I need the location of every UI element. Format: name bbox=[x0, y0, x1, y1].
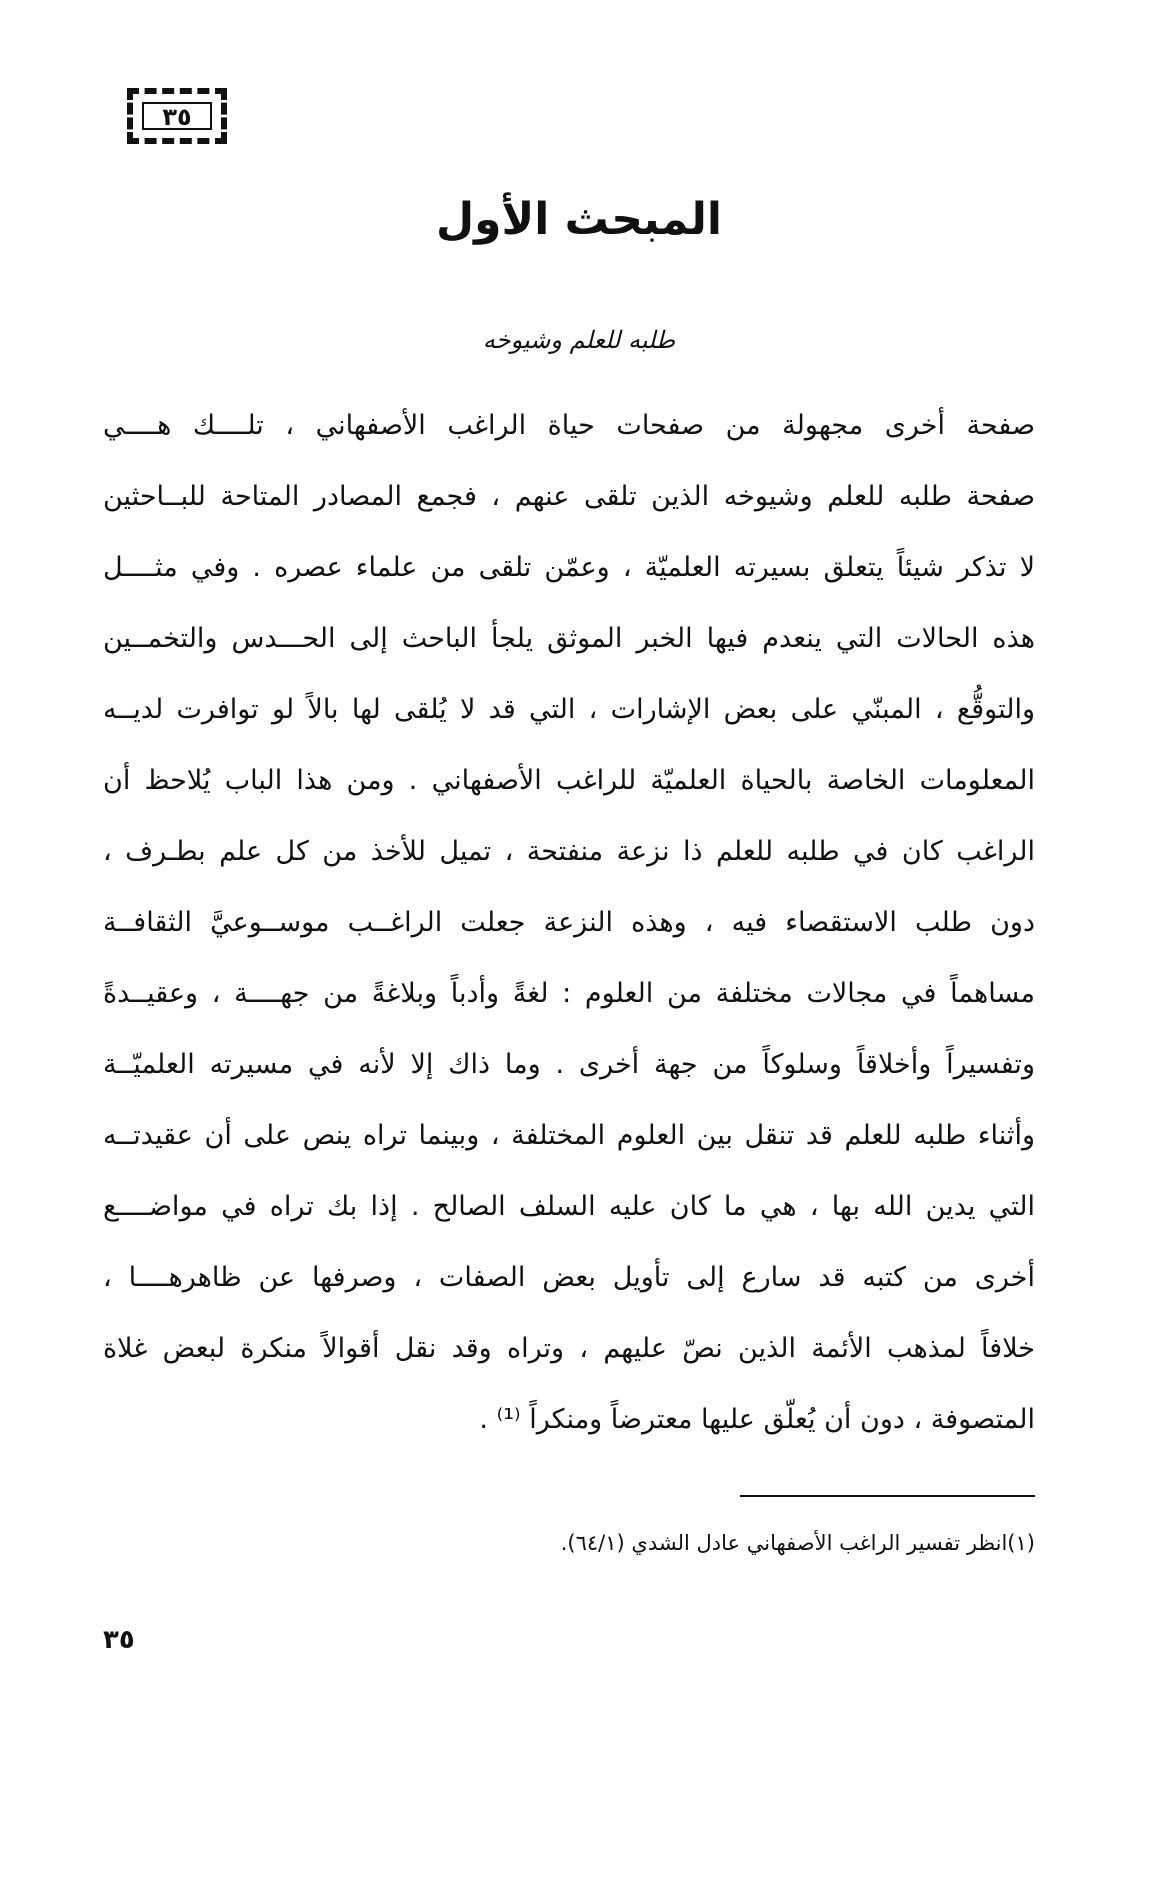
page-number-box bbox=[127, 88, 227, 144]
body-line: صفحة أخرى مجهولة من صفحات حياة الراغب الأصفهاني ، تلــــك هــــي bbox=[103, 410, 1035, 441]
body-line: دون طلب الاستقصاء فيه ، وهذه النزعة جعلت الراغــب موســوعيَّ الثقافــة bbox=[103, 907, 1035, 938]
body-line: وتفسيراً وأخلاقاً وسلوكاً من جهة أخرى . وما ذاك إلا لأنه في مسيرته العلميّــة bbox=[103, 1049, 1035, 1080]
body-line: خلافاً لمذهب الأئمة الذين نصّ عليهم ، وتراه وقد نقل أقوالاً منكرة لبعض غلاة bbox=[103, 1333, 1035, 1364]
body-line: الراغب كان في طلبه للعلم ذا نزعة منفتحة ، تميل للأخذ من كل علم بطـرف ، bbox=[103, 836, 1035, 867]
body-line: مساهماً في مجالات مختلفة من العلوم : لغةً وأدباً وبلاغةً من جهــــة ، وعقيــدةً bbox=[103, 978, 1035, 1009]
body-line: لا تذكر شيئاً يتعلق بسيرته العلميّة ، وعمّن تلقى من علماء عصره . وفي مثــــل bbox=[103, 552, 1035, 583]
body-text bbox=[103, 390, 1035, 1455]
body-line: المعلومات الخاصة بالحياة العلميّة للراغب الأصفهاني . ومن هذا الباب يُلاحظ أن bbox=[103, 765, 1035, 796]
body-line: وأثناء طلبه للعلم قد تنقل بين العلوم المختلفة ، وبينما تراه ينص على أن عقيدتــه bbox=[103, 1120, 1035, 1151]
section-subtitle: طلبه للعلم وشيوخه bbox=[482, 326, 676, 354]
body-line: المتصوفة ، دون أن يُعلّق عليها معترضاً ومنكراً ⁽¹⁾ . bbox=[479, 1404, 1035, 1435]
page-number-bottom: ٣٥ bbox=[103, 1625, 135, 1655]
footnote: (١)انظر تفسير الراغب الأصفهاني عادل الشدي (٦٤/١). bbox=[560, 1531, 1035, 1555]
body-line: التي يدين الله بها ، هي ما كان عليه السلف الصالح . إذا بك تراه في مواضــــع bbox=[103, 1191, 1035, 1222]
body-line: أخرى من كتبه قد سارع إلى تأويل بعض الصفات ، وصرفها عن ظاهرهــــا ، bbox=[103, 1262, 1035, 1293]
body-line: صفحة طلبه للعلم وشيوخه الذين تلقى عنهم ، فجمع المصادر المتاحة للبــاحثين bbox=[103, 481, 1035, 512]
body-line: هذه الحالات التي ينعدم فيها الخبر الموثق يلجأ الباحث إلى الحـــدس والتخمــين bbox=[103, 623, 1035, 654]
chapter-title: المبحث الأول bbox=[435, 194, 723, 245]
body-line: والتوقُّع ، المبنّي على بعض الإشارات ، التي قد لا يُلقى لها بالاً لو توافرت لديــه bbox=[103, 694, 1035, 725]
page-number-top: ٣٥ bbox=[142, 102, 212, 130]
footnote-separator bbox=[740, 1495, 1035, 1497]
